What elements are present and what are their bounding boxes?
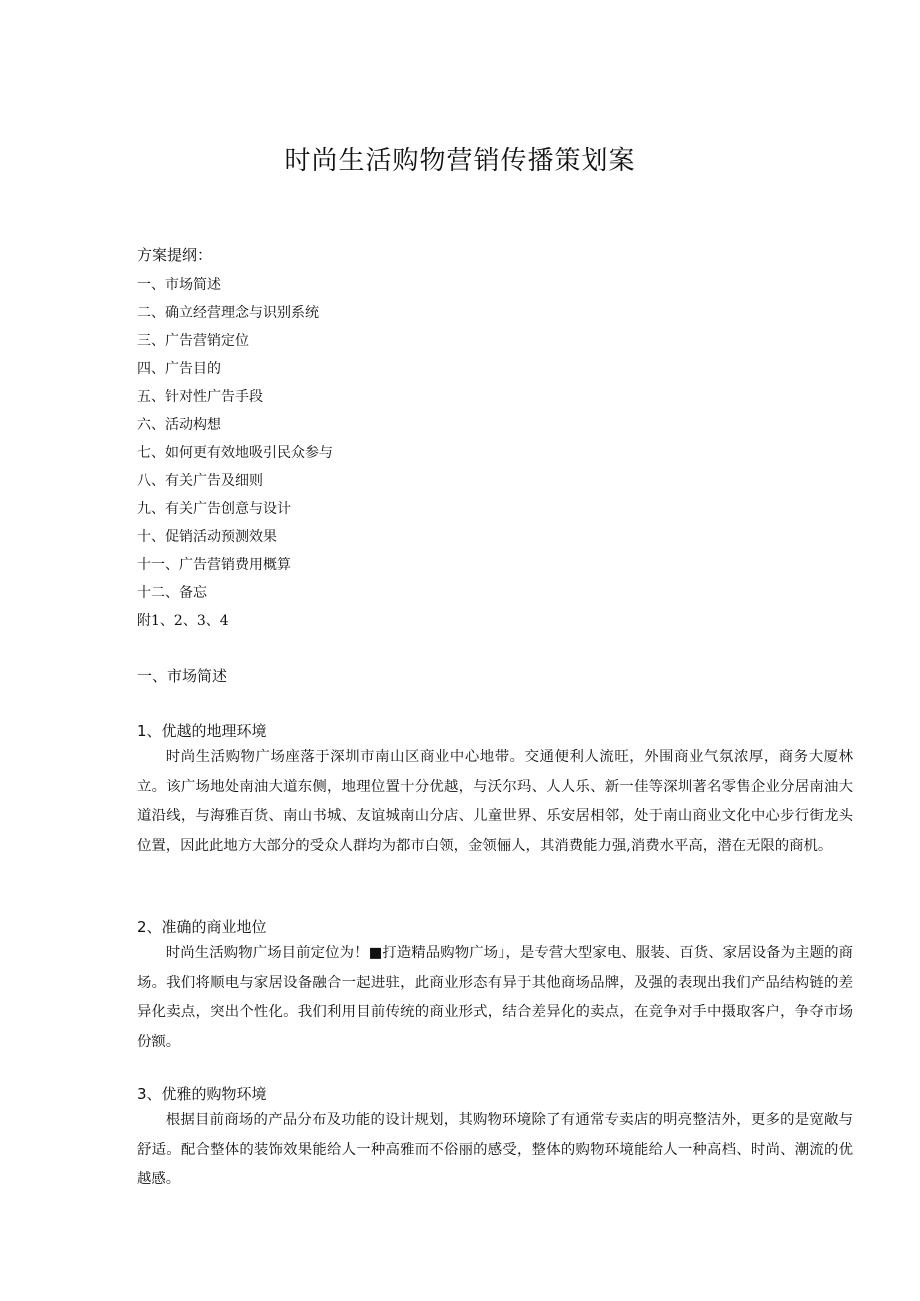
outline-item: 五、针对性广告手段 <box>137 389 263 405</box>
outline-item: 二、确立经营理念与识别系统 <box>137 305 319 321</box>
paragraph-positioning: 时尚生活购物广场目前定位为！■打造精品购物广场」，是专营大型家电、服装、百货、家居设备为主题的商场。我们将顺电与家居设备融合一起进驻，此商业形态有异于其他商场品牌，及强的表现出我们产品结构链的差异化卖点，突出个性化。我们利用目前传统的商业形式，结合差异化的卖点，在竞争对手中摄取客户，争夺市场份额。 <box>137 945 853 1050</box>
outline-item: 三、广告营销定位 <box>137 333 249 349</box>
outline-item: 附1、2、3、4 <box>137 613 229 629</box>
outline-item: 十一、广告营销费用概算 <box>137 557 291 573</box>
outline-list <box>137 271 333 635</box>
outline-item: 四、广告目的 <box>137 361 221 377</box>
outline-item: 六、活动构想 <box>137 417 221 433</box>
outline-item: 一、市场简述 <box>137 277 221 293</box>
subsection-heading-environment: 3、优雅的购物环境 <box>137 1085 267 1103</box>
section-heading-market-overview: 一、市场简述 <box>137 667 228 685</box>
outline-item: 八、有关广告及细则 <box>137 473 263 489</box>
outline-heading: 方案提纲： <box>137 246 213 264</box>
subsection-heading-positioning: 2、准确的商业地位 <box>137 918 267 936</box>
document-title: 时尚生活购物营销传播策划案 <box>284 146 636 176</box>
outline-item: 十二、备忘 <box>137 585 207 601</box>
subsection-heading-location: 1、优越的地理环境 <box>137 722 267 740</box>
outline-item: 十、促销活动预测效果 <box>137 529 277 545</box>
outline-item: 九、有关广告创意与设计 <box>137 501 291 517</box>
paragraph-location: 时尚生活购物广场座落于深圳市南山区商业中心地带。交通便利人流旺，外围商业气氛浓厚，商务大厦林立。该广场地处南油大道东侧，地理位置十分优越，与沃尔玛、人人乐、新一佳等深圳著名零售企业分居南油大道沿线，与海雅百货、南山书城、友谊城南山分店、儿童世界、乐安居相邻，处于南山商业文化中心步行街龙头位置，因此此地方大部分的受众人群均为都市白领，金领俪人，其消费能力强,消费水平高，潜在无限的商机。 <box>137 749 853 854</box>
outline-item: 七、如何更有效地吸引民众参与 <box>137 445 333 461</box>
paragraph-environment: 根据目前商场的产品分布及功能的设计规划，其购物环境除了有通常专卖店的明亮整洁外，更多的是宽敞与舒适。配合整体的装饰效果能给人一种高雅而不俗丽的感受，整体的购物环境能给人一种高档、时尚、潮流的优越感。 <box>137 1112 853 1187</box>
